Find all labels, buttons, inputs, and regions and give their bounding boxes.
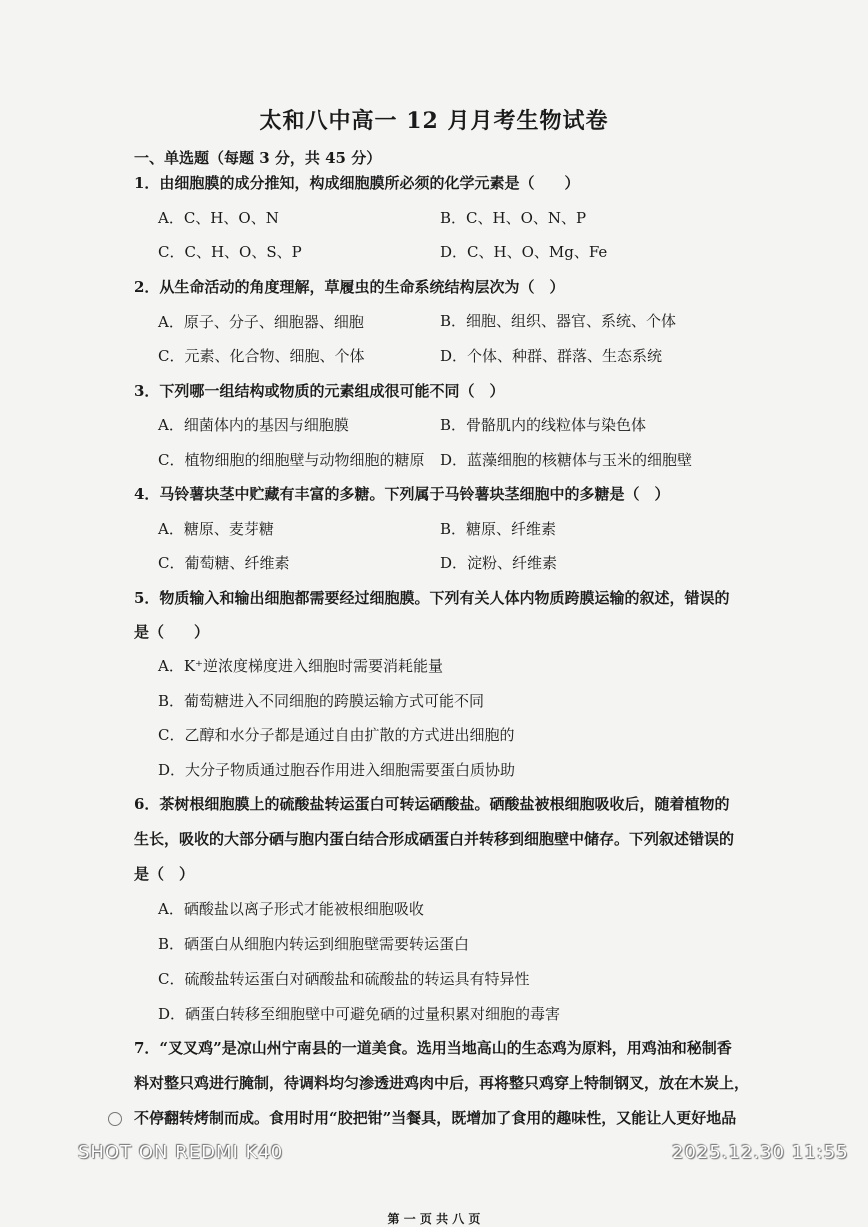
question-4-option-d: D．淀粉、纤维素 [440,554,558,572]
question-6-option-b: B．硒蛋白从细胞内转运到细胞壁需要转运蛋白 [158,935,470,953]
question-7-stem-line-3: 不停翻转烤制而成。食用时用“胶把钳”当餐具，既增加了食用的趣味性，又能让人更好地品 [134,1109,737,1127]
question-3-stem: 3．下列哪一组结构或物质的元素组成很可能不同（ ） [134,382,505,400]
question-4-stem: 4．马铃薯块茎中贮藏有丰富的多糖。下列属于马铃薯块茎细胞中的多糖是（ ） [134,485,670,503]
question-5-stem-line-1: 5．物质输入和输出细胞都需要经过细胞膜。下列有关人体内物质跨膜运输的叙述，错误的 [134,589,730,607]
question-6-option-c: C．硫酸盐转运蛋白对硒酸盐和硫酸盐的转运具有特异性 [158,970,530,988]
question-2-option-a: A．原子、分子、细胞器、细胞 [158,313,364,331]
question-5-option-b: B．葡萄糖进入不同细胞的跨膜运输方式可能不同 [158,692,485,710]
question-5-stem-line-2: 是（ ） [134,623,210,641]
question-6-option-d: D．硒蛋白转移至细胞壁中可避免硒的过量积累对细胞的毒害 [158,1005,561,1023]
exam-title: 太和八中高一 12 月月考生物试卷 [259,108,609,134]
camera-watermark-timestamp: 2025.12.30 11:55 [672,1142,849,1163]
question-4-option-c: C．葡萄糖、纤维素 [158,554,290,572]
question-6-option-a: A．硒酸盐以离子形式才能被根细胞吸收 [158,900,424,918]
question-2-option-d: D．个体、种群、群落、生态系统 [440,347,663,365]
question-3-option-a: A．细菌体内的基因与细胞膜 [158,416,349,434]
question-5-option-d: D．大分子物质通过胞吞作用进入细胞需要蛋白质协助 [158,761,516,779]
question-7-stem-line-2: 料对整只鸡进行腌制，待调料均匀渗透进鸡肉中后，再将整只鸡穿上特制钢叉，放在木炭上， [134,1074,750,1092]
question-1-option-d: D．C、H、O、Mg、Fe [440,243,608,261]
question-6-stem-line-3: 是（ ） [134,865,195,883]
question-1-stem: 1．由细胞膜的成分推知，构成细胞膜所必须的化学元素是（ ） [134,174,580,192]
question-3-option-b: B．骨骼肌内的线粒体与染色体 [440,416,647,434]
question-7-stem-line-1: 7．“叉叉鸡”是凉山州宁南县的一道美食。选用当地高山的生态鸡为原料，用鸡油和秘制香 [134,1039,732,1057]
question-3-option-d: D．蓝藻细胞的核糖体与玉米的细胞壁 [440,451,693,469]
section-heading: 一、单选题（每题 3 分，共 45 分） [134,149,382,167]
camera-watermark-model: SHOT ON REDMI K40 [78,1142,284,1163]
question-6-stem-line-2: 生长，吸收的大部分硒与胞内蛋白结合形成硒蛋白并转移到细胞壁中储存。下列叙述错误的 [134,830,735,848]
question-1-option-b: B．C、H、O、N、P [440,209,587,227]
question-2-stem: 2．从生命活动的角度理解，草履虫的生命系统结构层次为（ ） [134,278,565,296]
question-1-option-a: A．C、H、O、N [158,209,279,227]
question-5-option-a: A．K⁺逆浓度梯度进入细胞时需要消耗能量 [158,657,443,675]
question-5-option-c: C．乙醇和水分子都是通过自由扩散的方式进出细胞的 [158,726,515,744]
question-2-option-b: B．细胞、组织、器官、系统、个体 [440,312,677,330]
question-4-option-a: A．糖原、麦芽糖 [158,520,274,538]
question-2-option-c: C．元素、化合物、细胞、个体 [158,347,365,365]
question-4-option-b: B．糖原、纤维素 [440,520,557,538]
camera-lens-icon [108,1112,122,1126]
question-1-option-c: C．C、H、O、S、P [158,243,302,261]
question-3-option-c: C．植物细胞的细胞壁与动物细胞的糖原 [158,451,425,469]
question-6-stem-line-1: 6．茶树根细胞膜上的硫酸盐转运蛋白可转运硒酸盐。硒酸盐被根细胞吸收后，随着植物的 [134,795,730,813]
page-footer: 第 一 页 共 八 页 [387,1212,481,1226]
